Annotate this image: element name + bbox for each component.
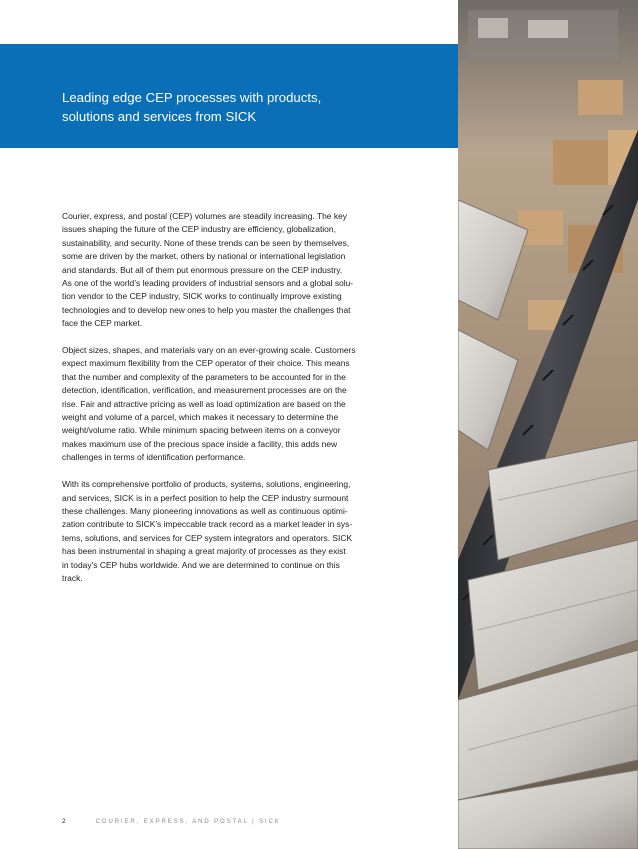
text-line: expect maximum flexibility from the CEP operator of their choice. This means: [62, 358, 350, 369]
text-line: As one of the world’s leading providers of industrial sensors and a global solu-: [62, 278, 354, 289]
page-footer: [62, 818, 281, 830]
paragraph-1: [62, 210, 407, 331]
text-line: tems, solutions, and services for CEP system integrators and operators. SICK: [62, 532, 353, 543]
page-title-line-1: Leading edge CEP processes with products,: [62, 90, 322, 105]
text-line: detection, identification, verification, and measurement processes are on the: [62, 385, 347, 396]
text-line: sustainability, and security. None of these trends can be seen by themselves,: [62, 237, 350, 248]
text-line: tion vendor to the CEP industry, SICK works to continually improve existing: [62, 291, 342, 302]
text-line: challenges in terms of identification performance.: [62, 452, 246, 463]
text-line: technologies and to develop new ones to help you master the challenges that: [62, 304, 351, 315]
body-text: [62, 210, 407, 599]
text-line: zation contribute to SICK’s impeccable track record as a market leader in sys-: [62, 519, 353, 530]
text-line: weight and volume of a parcel, which makes it necessary to determine the: [62, 412, 339, 423]
text-line: makes maximum use of the precious space inside a facility, this adds new: [62, 438, 338, 449]
text-line: weight/volume ratio. While minimum spacing between items on a conveyor: [62, 425, 341, 436]
text-line: and services, SICK is in a perfect position to help the CEP industry surmount: [62, 492, 349, 503]
text-line: track.: [62, 572, 83, 583]
text-line: in today’s CEP hubs worldwide. And we are determined to continue on this: [62, 559, 340, 570]
text-line: some are driven by the market, others by national or international legislation: [62, 251, 346, 262]
conveyor-photo: [458, 0, 638, 849]
paragraph-3: [62, 478, 407, 585]
page-number: 2: [62, 818, 66, 825]
running-title: COURIER, EXPRESS, AND POSTAL | SICK: [95, 819, 281, 825]
paragraph-2: [62, 344, 407, 465]
text-line: rise. Fair and attractive pricing as well as load optimization are based on the: [62, 398, 346, 409]
text-line: issues shaping the future of the CEP industry are efficiency, globalization,: [62, 224, 336, 235]
text-line: Courier, express, and postal (CEP) volumes are steadily increasing. The key: [62, 211, 347, 221]
conveyor-photo-icon: [458, 0, 638, 849]
text-line: and standards. But all of them put enormous pressure on the CEP industry.: [62, 264, 343, 275]
page-title: [62, 88, 442, 126]
page-title-line-2: solutions and services from SICK: [62, 109, 257, 124]
text-line: With its comprehensive portfolio of products, systems, solutions, engineering,: [62, 479, 351, 490]
text-line: that the number and complexity of the parameters to be accounted for in the: [62, 371, 346, 382]
text-line: these challenges. Many pioneering innovations as well as continuous optimi-: [62, 505, 348, 516]
text-line: face the CEP market.: [62, 318, 143, 329]
text-line: Object sizes, shapes, and materials vary on an ever-growing scale. Customers: [62, 345, 356, 356]
text-line: has been instrumental in shaping a great majority of processes as they exist: [62, 546, 346, 557]
